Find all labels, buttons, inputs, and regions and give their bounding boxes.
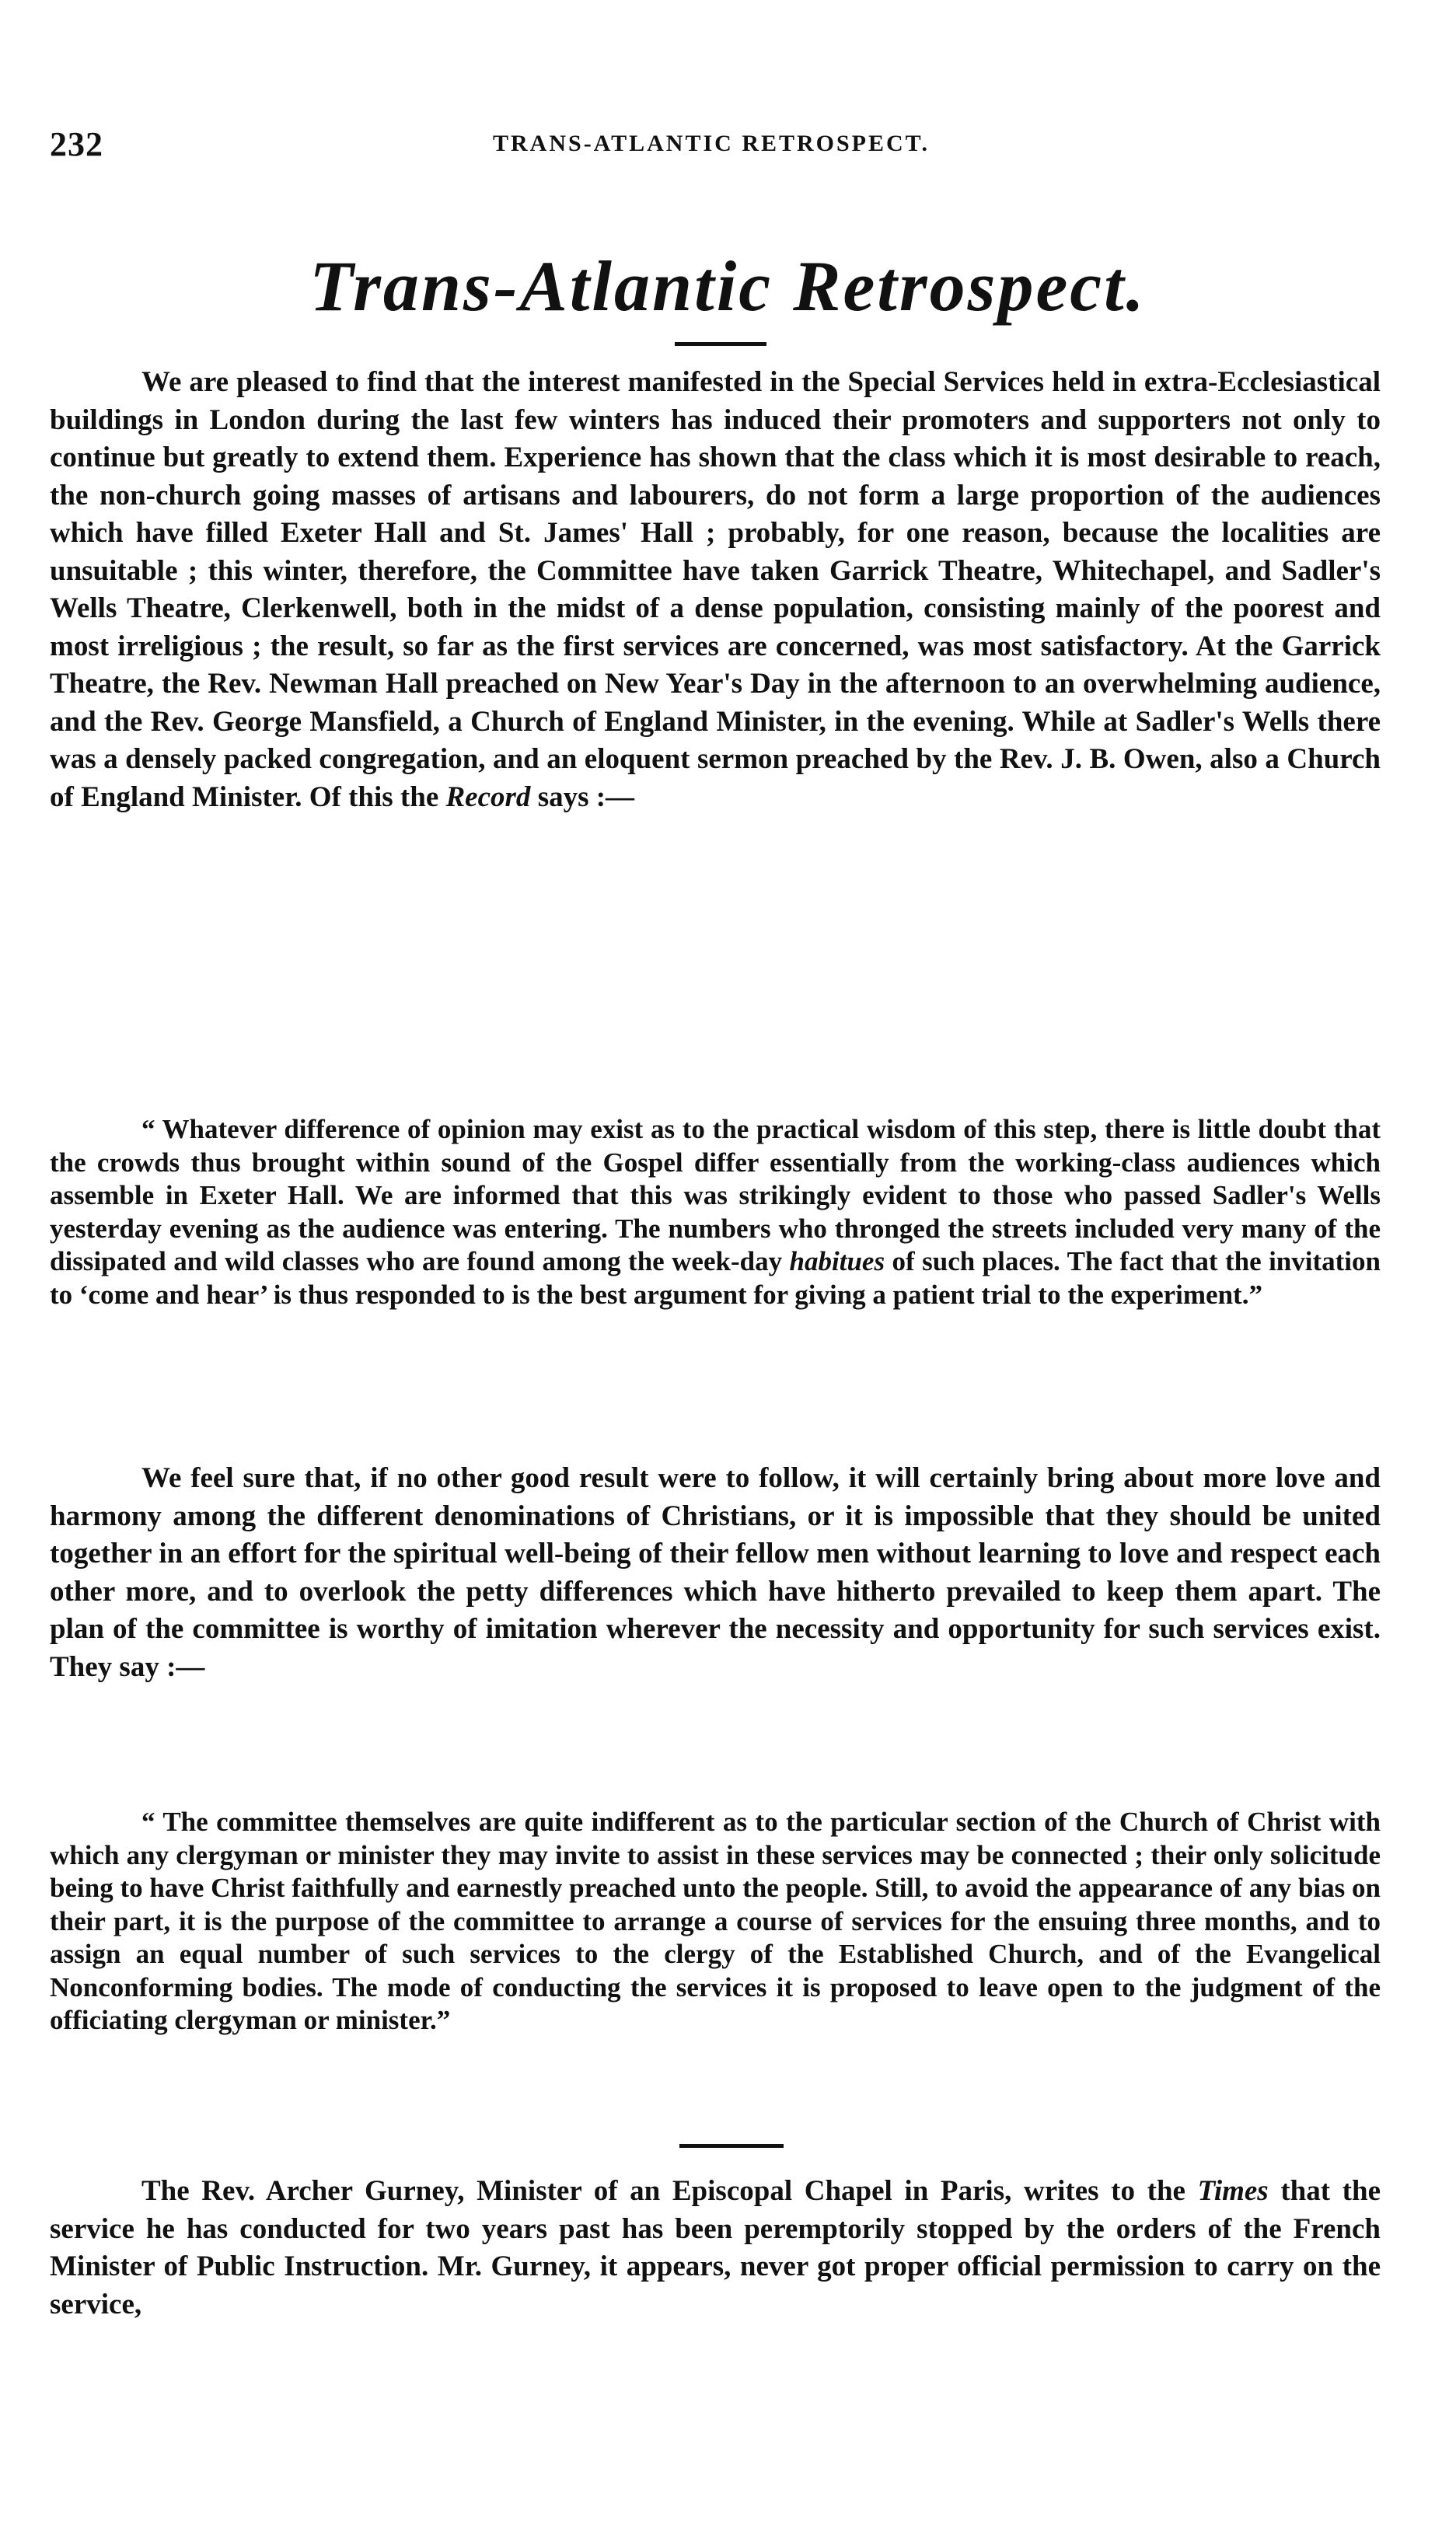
- paragraph-text-end: says :—: [530, 780, 635, 813]
- italic-publication-name: Record: [445, 780, 531, 813]
- running-title: TRANS-ATLANTIC RETROSPECT.: [493, 131, 930, 156]
- title-divider: [675, 342, 766, 346]
- quote-text: “ The committee themselves are quite indifferent as to the particular section of the Church of Christ with which any clergyman or minister they may invite to assist in these services may be connected ; their only solicitude being to have Christ faithfully and earnestly preached unto the people. Still, to avoid the appearance of any bias on their part, it is the purpose of the committee to arrange a course of services for the ensuing three months, and to assign an equal number of such services to the clergy of the Established Church, and of the Evangelical Nonconforming bodies. The mode of conducting the services it is proposed to leave open to the judgment of the officiating clergyman or minister.”: [50, 1807, 1381, 2035]
- section-divider: [679, 2144, 784, 2148]
- quotation-record: [50, 1113, 1381, 1311]
- italic-word: habitues: [789, 1246, 885, 1276]
- page-number: 232: [50, 125, 103, 163]
- quote-text-end: of such places. The fact that the invitation to ‘come and hear’ is thus responded to is the best argument for giving a patient trial to the experiment.”: [50, 1246, 1381, 1310]
- quote-text: “ Whatever difference of opinion may exist as to the practical wisdom of this step, there is little doubt that the crowds thus brought within sound of the Gospel differ essentially from the working-class audiences which assemble in Exeter Hall. We are informed that this was strikingly evident to those who passed Sadler's Wells yesterday evening as the audience was entering. The numbers who thronged the streets included very many of the dissipated and wild classes who are found among the week-day: [50, 1114, 1381, 1276]
- paragraph-text: We feel sure that, if no other good result were to follow, it will certainly bring about more love and harmony among the different denominations of Christians, or it is impossible that they should be united together in an effort for the spiritual well-being of their fellow men without learning to love and respect each other more, and to overlook the petty differences which have hitherto prevailed to keep them apart. The plan of the committee is worthy of imitation wherever the necessity and opportunity for such services exist. They say :—: [50, 1462, 1381, 1683]
- paragraph-text-end: that the service he has conducted for two years past has been peremptorily stopped by the orders of the French Minister of Public Instruction. Mr. Gurney, it appears, never got proper official permission to carry on the service,: [50, 2175, 1381, 2320]
- paragraph-harmony: [50, 1460, 1381, 1686]
- italic-publication-name: Times: [1197, 2175, 1269, 2207]
- quotation-committee: [50, 1806, 1381, 2037]
- paragraph-archer-gurney: [50, 2173, 1381, 2324]
- paragraph-special-services: [50, 364, 1381, 816]
- paragraph-text: The Rev. Archer Gurney, Minister of an Episcopal Chapel in Paris, writes to the: [141, 2175, 1198, 2207]
- paragraph-text: We are pleased to find that the interest manifested in the Special Services held in extra-Ecclesiastical buildings in London during the last few winters has induced their promoters and supporters not only to continue but greatly to extend them. Experience has shown that the class which it is most desirable to reach, the non-church going masses of artisans and labourers, do not form a large proportion of the audiences which have filled Exeter Hall and St. James' Hall ; probably, for one reason, because the localities are unsuitable ; this winter, therefore, the Committee have taken Garrick Theatre, Whitechapel, and Sadler's Wells Theatre, Clerkenwell, both in the midst of a dense population, consisting mainly of the poorest and most irreligious ; the result, so far as the first services are concerned, was most satisfactory. At the Garrick Theatre, the Rev. Newman Hall preached on New Year's Day in the afternoon to an overwhelming audience, and the Rev. George Mansfield, a Church of England Minister, in the evening. While at Sadler's Wells there was a densely packed congregation, and an eloquent sermon preached by the Rev. J. B. Owen, also a Church of England Minister. Of this the: [50, 366, 1381, 813]
- article-title: Trans-Atlantic Retrospect.: [309, 246, 1147, 326]
- running-head: [50, 124, 1363, 171]
